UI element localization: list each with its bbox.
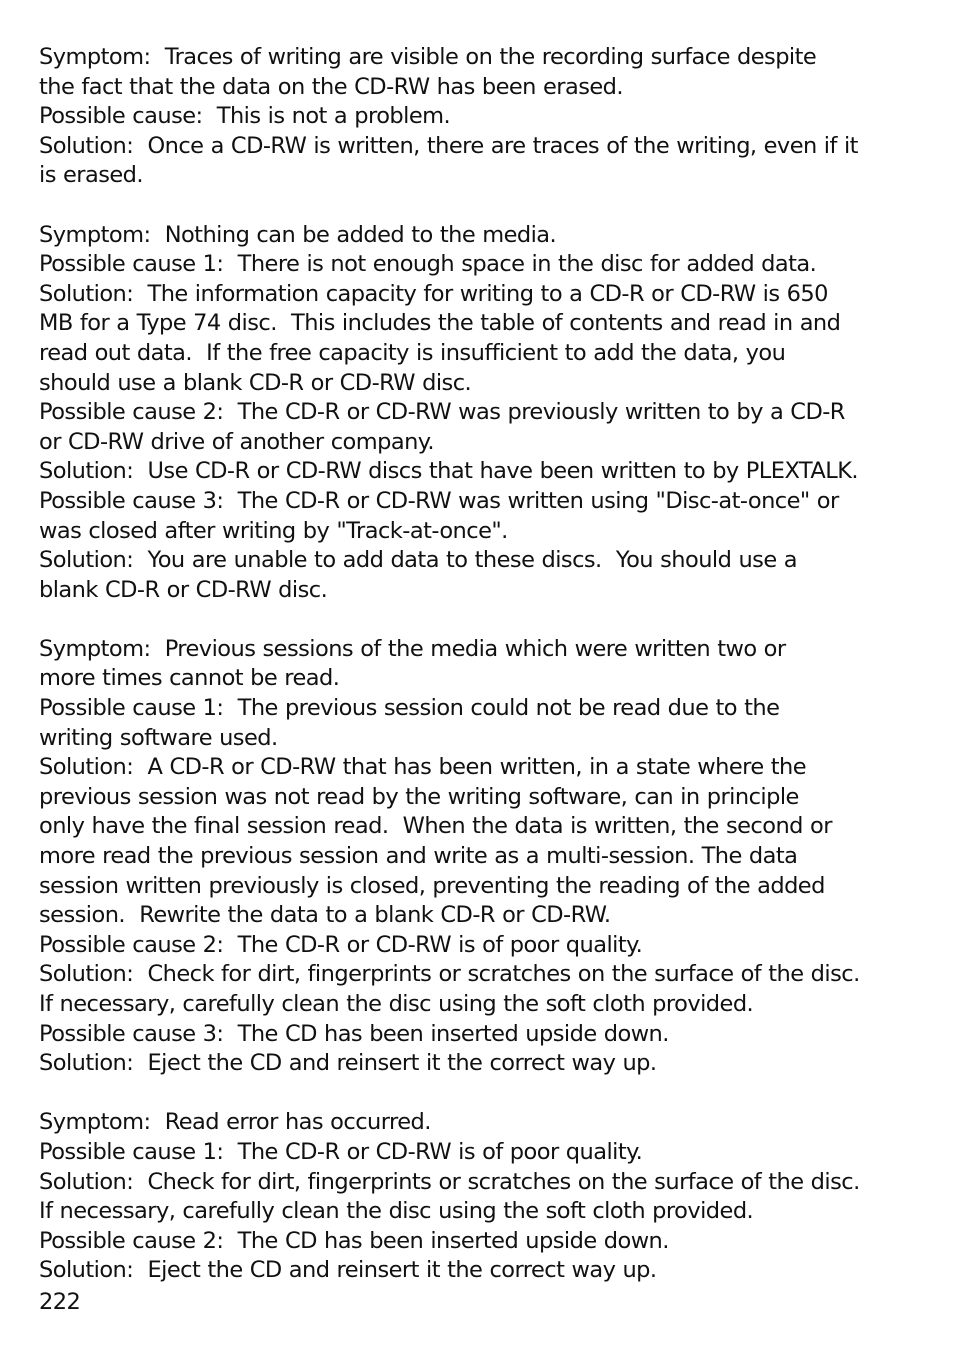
- text-line: Possible cause 1: The previous session could not be read due to the: [39, 695, 780, 722]
- text-line: Possible cause 2: The CD-R or CD-RW was previously written to by a CD-R: [39, 399, 845, 426]
- text-line: Solution: Check for dirt, fingerprints or scratches on the surface of the disc.: [39, 1168, 860, 1195]
- text-line: previous session was not read by the writing software, can in principle: [39, 783, 799, 810]
- text-line: If necessary, carefully clean the disc using the soft cloth provided.: [39, 1198, 754, 1225]
- troubleshooting-page: [39, 43, 919, 1318]
- text-line: was closed after writing by "Track-at-once".: [39, 517, 508, 544]
- text-line: session written previously is closed, preventing the reading of the added: [39, 872, 825, 899]
- text-line: session. Rewrite the data to a blank CD-R or CD-RW.: [39, 902, 611, 929]
- text-line: Solution: Check for dirt, fingerprints or scratches on the surface of the disc.: [39, 961, 860, 988]
- text-line: Symptom: Traces of writing are visible on the recording surface despite: [39, 44, 817, 70]
- text-line: read out data. If the free capacity is insufficient to add the data, you: [39, 339, 786, 366]
- symptom-block-erased-traces: [39, 43, 919, 191]
- text-line: Solution: Once a CD-RW is written, there are traces of the writing, even if it: [39, 132, 858, 159]
- text-line: the fact that the data on the CD-RW has been erased.: [39, 73, 623, 100]
- symptom-block-previous-sessions: [39, 635, 919, 1079]
- text-line: more read the previous session and write as a multi-session. The data: [39, 843, 798, 870]
- text-line: should use a blank CD-R or CD-RW disc.: [39, 369, 472, 396]
- text-line: Solution: Eject the CD and reinsert it the correct way up.: [39, 1050, 657, 1077]
- text-line: more times cannot be read.: [39, 665, 340, 692]
- text-line: Possible cause 2: The CD has been inserted upside down.: [39, 1227, 669, 1254]
- text-line: Possible cause 3: The CD-R or CD-RW was written using "Disc-at-once" or: [39, 487, 839, 514]
- text-line: MB for a Type 74 disc. This includes the table of contents and read in and: [39, 310, 841, 337]
- symptom-block-read-error: [39, 1108, 919, 1286]
- text-line: Solution: Eject the CD and reinsert it the correct way up.: [39, 1257, 657, 1284]
- text-line: or CD-RW drive of another company.: [39, 428, 434, 455]
- text-line: Possible cause: This is not a problem.: [39, 103, 451, 130]
- text-line: Possible cause 1: The CD-R or CD-RW is of poor quality.: [39, 1138, 643, 1165]
- text-line: Symptom: Previous sessions of the media which were written two or: [39, 635, 786, 662]
- text-line: Solution: The information capacity for writing to a CD-R or CD-RW is 650: [39, 280, 828, 307]
- text-line: only have the final session read. When the data is written, the second or: [39, 813, 832, 840]
- symptom-block-cannot-add: [39, 221, 919, 606]
- text-line: Possible cause 1: There is not enough space in the disc for added data.: [39, 251, 817, 278]
- text-line: is erased.: [39, 162, 144, 189]
- text-line: writing software used.: [39, 724, 278, 751]
- text-line: Solution: You are unable to add data to these discs. You should use a: [39, 547, 797, 574]
- text-line: Solution: Use CD-R or CD-RW discs that have been written to by PLEXTALK.: [39, 458, 859, 485]
- text-line: Symptom: Nothing can be added to the media.: [39, 221, 557, 248]
- page-number: 222: [39, 1288, 81, 1315]
- text-line: If necessary, carefully clean the disc using the soft cloth provided.: [39, 991, 754, 1017]
- text-line: blank CD-R or CD-RW disc.: [39, 576, 328, 603]
- text-line: Solution: A CD-R or CD-RW that has been written, in a state where the: [39, 754, 807, 781]
- text-line: Symptom: Read error has occurred.: [39, 1109, 431, 1136]
- text-line: Possible cause 3: The CD has been inserted upside down.: [39, 1020, 669, 1047]
- text-line: Possible cause 2: The CD-R or CD-RW is of poor quality.: [39, 931, 643, 958]
